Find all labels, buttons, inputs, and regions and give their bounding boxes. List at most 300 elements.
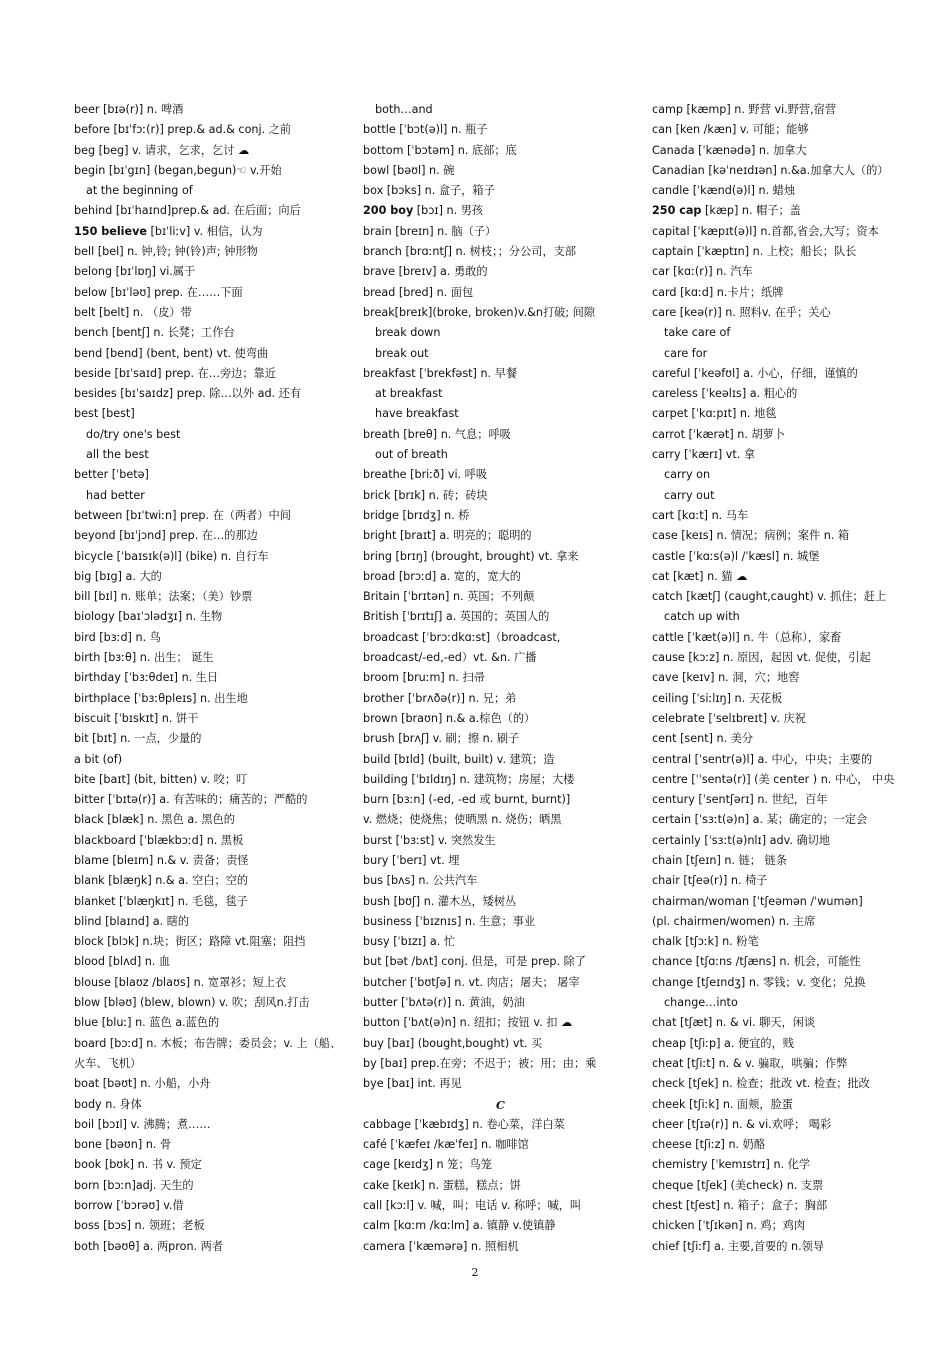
- vocab-entry: [363, 242, 638, 262]
- vocab-entry: [363, 1237, 638, 1257]
- vocab-entry: [74, 607, 344, 627]
- entry-text: can [ken /kæn] v. 可能；能够: [652, 123, 809, 137]
- vocab-entry: [74, 303, 344, 323]
- entry-text: cage [keɪdʒ] n 笼；鸟笼: [363, 1158, 492, 1172]
- entry-text: cheer [tʃɪə(r)] n. & vi.欢呼； 喝彩: [652, 1117, 832, 1131]
- entry-text: buy [baɪ] (bought,bought) vt. 买: [363, 1036, 543, 1050]
- vocab-entry: [74, 201, 344, 221]
- vocab-entry: [652, 1135, 927, 1155]
- entry-text: beyond [bɪˈjɔnd] prep. 在…的那边: [74, 529, 258, 543]
- entry-text: blank [blæŋk] n.& a. 空白；空的: [74, 874, 249, 888]
- vocab-entry: [74, 810, 344, 830]
- entry-text: camera [ˈkæmərə] n. 照相机: [363, 1239, 519, 1253]
- entry-text: boil [bɔɪl] v. 沸腾；煮……: [74, 1117, 211, 1131]
- entry-text: book [bʊk] n. 书 v. 预定: [74, 1158, 202, 1172]
- entry-text: careful [ˈkeəfʊl] a. 小心，仔细，谨慎的: [652, 366, 858, 380]
- phrase-entry: [363, 344, 638, 364]
- entry-text: bottle [ˈbɔt(ə)l] n. 瓶子: [363, 123, 488, 137]
- vocab-entry: [363, 871, 638, 891]
- vocab-entry: [652, 729, 927, 749]
- entry-text: blackboard [ˈblækbɔːd] n. 黑板: [74, 833, 244, 847]
- vocab-entry: [74, 689, 344, 709]
- entry-text: (pl. chairmen/women) n. 主席: [652, 914, 816, 928]
- entry-text: centre [ˈˈsentə(r)] (美 center ) n. 中心， 中央: [652, 772, 895, 786]
- vocab-entry: [363, 810, 638, 830]
- vocab-column-2: [363, 100, 638, 1257]
- vocab-entry: [652, 547, 927, 567]
- vocab-entry: [74, 648, 344, 668]
- vocab-entry: [74, 729, 344, 749]
- entry-text: big [bɪg] a. 大的: [74, 569, 162, 583]
- entry-text: broadcast [ˈbrɔːdkɑːst]（broadcast,: [363, 630, 561, 644]
- vocab-entry: [652, 526, 927, 546]
- vocab-entry: [652, 404, 927, 424]
- vocab-entry: [74, 871, 344, 891]
- vocab-entry: [363, 607, 638, 627]
- entry-text: check [tʃek] n. 检查；批改 vt. 检查；批改: [652, 1077, 870, 1091]
- entry-text: cheque [tʃek] (美check) n. 支票: [652, 1178, 824, 1192]
- vocab-entry: [74, 912, 344, 932]
- entry-text: [bɪˈliːv] v. 相信，认为: [146, 224, 263, 238]
- entry-text: British [ˈbrɪtɪʃ] a. 英国的；英国人的: [363, 610, 550, 624]
- entry-text: call [kɔːl] v. 喊，叫；电话 v. 称呼；喊，叫: [363, 1199, 582, 1213]
- vocab-entry: [363, 709, 638, 729]
- entry-text: business [ˈbɪznɪs] n. 生意；事业: [363, 914, 536, 928]
- entry-text: blame [bleɪm] n.& v. 责备；责怪: [74, 853, 249, 867]
- vocab-entry: [652, 1074, 927, 1094]
- entry-text: capital [ˈkæpɪt(ə)l] n.首都,省会,大写；资本: [652, 224, 879, 238]
- entry-text: carrot [ˈkærət] n. 胡萝卜: [652, 427, 786, 441]
- phrase-entry: [363, 384, 638, 404]
- entry-text: at the beginning of: [86, 184, 193, 198]
- vocab-entry: [652, 1176, 927, 1196]
- entry-text: café [ˈkæfeɪ /kæˈfeɪ] n. 咖啡馆: [363, 1138, 529, 1152]
- entry-text: [bɔɪ] n. 男孩: [413, 204, 484, 218]
- entry-text: bread [bred] n. 面包: [363, 285, 474, 299]
- entry-text: had better: [86, 488, 145, 502]
- entry-count: 250: [652, 204, 680, 218]
- vocab-entry: [74, 1074, 344, 1094]
- phrase-entry: [74, 425, 344, 445]
- entry-text: [kæp] n. 帽子；盖: [701, 204, 801, 218]
- entry-text: borrow [ˈbɔrəʊ] v.借: [74, 1199, 184, 1213]
- entry-text: chair [tʃeə(r)] n. 椅子: [652, 874, 768, 888]
- vocab-entry: [74, 1196, 344, 1216]
- entry-text: brown [braʊn] n.& a.棕色（的）: [363, 711, 536, 725]
- vocab-entry: [363, 1074, 638, 1094]
- section-letter: [363, 1095, 638, 1115]
- vocab-entry: [652, 1115, 927, 1135]
- entry-count: 150: [74, 224, 102, 238]
- vocab-entry: [652, 851, 927, 871]
- vocab-entry: [74, 1155, 344, 1175]
- entry-text: cart [kɑːt] n. 马车: [652, 508, 749, 522]
- headword: believe: [101, 224, 147, 238]
- vocab-entry: [652, 1034, 927, 1054]
- entry-text: chalk [tʃɔːk] n. 粉笔: [652, 935, 759, 949]
- entry-text: cave [keɪv] n. 洞，穴；地窖: [652, 671, 800, 685]
- entry-text: car [kɑː(r)] n. 汽车: [652, 265, 753, 279]
- entry-text: carry on: [664, 468, 711, 482]
- vocab-entry: [652, 262, 927, 282]
- entry-text: cheese [tʃiːz] n. 奶酪: [652, 1138, 766, 1152]
- vocab-entry: [652, 952, 927, 972]
- entry-text: between [bɪˈtwiːn] prep. 在（两者）中间: [74, 508, 291, 522]
- entry-text: cheek [tʃiːk] n. 面颊，脸蛋: [652, 1097, 793, 1111]
- entry-text: have breakfast: [375, 407, 459, 421]
- vocab-entry: [74, 100, 344, 120]
- entry-text: below [bɪˈləʊ] prep. 在……下面: [74, 285, 243, 299]
- vocab-entry: [652, 1095, 927, 1115]
- entry-text: bell [bel] n. 钟,铃; 钟(铃)声; 钟形物: [74, 245, 258, 259]
- entry-text: build [bɪld] (built, built) v. 建筑；造: [363, 752, 555, 766]
- vocab-entry: [74, 587, 344, 607]
- phrase-entry: [652, 323, 927, 343]
- entry-text: beside [bɪˈsaɪd] prep. 在…旁边；靠近: [74, 366, 276, 380]
- entry-text: Canada [ˈkænədə] n. 加拿大: [652, 143, 807, 157]
- vocab-entry: [74, 1034, 344, 1054]
- vocab-entry: [652, 364, 927, 384]
- entry-text: blanket [ˈblæŋkɪt] n. 毛毯，毯子: [74, 894, 248, 908]
- entry-text: blind [blaɪnd] a. 瞎的: [74, 914, 190, 928]
- entry-text: block [blɔk] n.块；街区；路障 vt.阻塞；阻挡: [74, 935, 306, 949]
- entry-text: bit [bɪt] n. 一点，少量的: [74, 732, 202, 746]
- vocab-entry: [652, 810, 927, 830]
- entry-text: 火车、飞机）: [74, 1056, 142, 1070]
- entry-text: ceiling [ˈsiːlɪŋ] n. 天花板: [652, 691, 783, 705]
- vocab-entry: [74, 526, 344, 546]
- entry-text: bridge [brɪdʒ] n. 桥: [363, 508, 470, 522]
- entry-text: cent [sent] n. 美分: [652, 732, 754, 746]
- vocab-entry: [652, 871, 927, 891]
- vocab-entry: [74, 1054, 344, 1074]
- vocab-entry: [363, 1135, 638, 1155]
- entry-text: Canadian [kəˈneɪdɪən] n.&a.加拿大人（的）: [652, 163, 889, 177]
- vocab-entry: [74, 384, 344, 404]
- entry-text: burst [ˈbɜːst] v. 突然发生: [363, 833, 496, 847]
- entry-text: burn [bɜːn] (-ed, -ed 或 burnt, burnt)]: [363, 793, 571, 807]
- entry-text: better [ˈbetə]: [74, 468, 149, 482]
- vocab-entry: [74, 993, 344, 1013]
- entry-text: blow [bləʊ] (blew, blown) v. 吹；刮风n.打击: [74, 996, 310, 1010]
- vocab-entry: [363, 1196, 638, 1216]
- entry-text: chain [tʃeɪn] n. 链； 链条: [652, 853, 787, 867]
- entry-text: bottom [ˈbɔtəm] n. 底部；底: [363, 143, 517, 157]
- vocab-entry: [652, 181, 927, 201]
- entry-text: C: [496, 1097, 505, 1112]
- vocab-entry: [363, 1176, 638, 1196]
- entry-text: belt [belt] n. （皮）带: [74, 305, 192, 319]
- vocab-entry: [652, 770, 927, 790]
- entry-text: do/try one's best: [86, 427, 181, 441]
- entry-text: biscuit [ˈbɪskɪt] n. 饼干: [74, 711, 199, 725]
- vocab-entry: [652, 1013, 927, 1033]
- vocab-entry: [363, 790, 638, 810]
- vocab-entry: [74, 1115, 344, 1135]
- vocab-entry: [74, 973, 344, 993]
- vocab-entry: [363, 1034, 638, 1054]
- entry-text: body n. 身体: [74, 1097, 142, 1111]
- entry-text: before [bɪˈfɔː(r)] prep.& ad.& conj. 之前: [74, 123, 292, 137]
- entry-text: calm [kɑːm /kɑːlm] a. 镇静 v.使镇静: [363, 1219, 556, 1233]
- vocab-entry: [363, 262, 638, 282]
- entry-text: bye [baɪ] int. 再见: [363, 1077, 462, 1091]
- entry-text: brain [breɪn] n. 脑（子）: [363, 224, 497, 238]
- vocab-entry: [74, 323, 344, 343]
- vocab-entry: [652, 587, 927, 607]
- entry-text: boat [bəʊt] n. 小船，小舟: [74, 1077, 211, 1091]
- entry-text: broad [brɔːd] a. 宽的，宽大的: [363, 569, 521, 583]
- vocab-entry: [363, 1013, 638, 1033]
- entry-text: chairman/woman [ˈtʃeəmən /ˈwumən]: [652, 894, 863, 908]
- vocab-entry: [652, 1216, 927, 1236]
- vocab-entry: [652, 1054, 927, 1074]
- vocab-entry: [74, 851, 344, 871]
- vocab-entry: [74, 668, 344, 688]
- vocab-entry: [363, 892, 638, 912]
- entry-text: catch up with: [664, 610, 740, 624]
- vocab-entry: [363, 1155, 638, 1175]
- entry-text: bend [bend] (bent, bent) vt. 使弯曲: [74, 346, 269, 360]
- entry-text: beer [bɪə(r)] n. 啤酒: [74, 103, 184, 116]
- vocab-entry: [652, 425, 927, 445]
- entry-text: care for: [664, 346, 708, 360]
- entry-text: candle [ˈkænd(ə)l] n. 蜡烛: [652, 184, 796, 198]
- entry-text: bicycle [ˈbaɪsɪk(ə)l] (bike) n. 自行车: [74, 549, 269, 563]
- vocab-entry: [74, 892, 344, 912]
- vocab-entry: [363, 526, 638, 546]
- entry-text: born [bɔːn]adj. 天生的: [74, 1178, 194, 1192]
- entry-text: butcher [ˈbʊtʃə] n. vt. 肉店；屠夫； 屠宰: [363, 975, 580, 989]
- vocab-entry: [363, 141, 638, 161]
- vocab-entry: [74, 952, 344, 972]
- vocab-entry: [363, 932, 638, 952]
- headword: cap: [679, 204, 702, 218]
- vocab-entry: [74, 628, 344, 648]
- vocab-entry: [363, 547, 638, 567]
- entry-text: brave [breɪv] a. 勇敢的: [363, 265, 488, 279]
- phrase-entry: [74, 181, 344, 201]
- entry-text: cake [keɪk] n. 蛋糕，糕点；饼: [363, 1178, 521, 1192]
- vocab-entry: [363, 181, 638, 201]
- phrase-entry: [363, 404, 638, 424]
- entry-text: break[breɪk](broke, broken)v.&n打破; 间隙: [363, 305, 596, 319]
- vocab-entry: [652, 303, 927, 323]
- entry-text: all the best: [86, 448, 149, 462]
- vocab-entry: [74, 567, 344, 587]
- entry-text: best [best]: [74, 407, 135, 421]
- entry-text: behind [bɪˈhaɪnd]prep.& ad. 在后面；向后: [74, 204, 301, 218]
- entry-text: branch [brɑːntʃ] n. 树枝；；分公司，支部: [363, 245, 577, 259]
- entry-text: brush [brʌʃ] v. 刷；擦 n. 刷子: [363, 732, 520, 746]
- entry-text: careless [ˈkeəlɪs] a. 粗心的: [652, 387, 798, 401]
- vocab-entry: [363, 952, 638, 972]
- entry-text: boss [bɔs] n. 领班；老板: [74, 1219, 205, 1233]
- vocab-entry: [652, 222, 927, 242]
- vocab-entry: [652, 932, 927, 952]
- vocab-entry: [652, 831, 927, 851]
- entry-text: box [bɔks] n. 盒子，箱子: [363, 184, 495, 198]
- entry-text: chest [tʃest] n. 箱子；盒子；胸部: [652, 1199, 828, 1213]
- entry-text: board [bɔːd] n. 木板；布告牌；委员会；v. 上（船、: [74, 1036, 342, 1050]
- entry-text: carry out: [664, 488, 715, 502]
- vocab-entry: [74, 120, 344, 140]
- vocab-entry: [74, 161, 344, 181]
- entry-text: captain [ˈkæptɪn] n. 上校；船长；队长: [652, 245, 857, 259]
- vocab-entry: [74, 1216, 344, 1236]
- entry-text: broadcast/-ed,-ed）vt. &n. 广播: [363, 651, 537, 665]
- phrase-entry: [652, 486, 927, 506]
- entry-text: cheat [tʃiːt] n. & v. 骗取，哄骗；作弊: [652, 1056, 848, 1070]
- entry-text: besides [bɪˈsaɪdz] prep. 除…以外 ad. 还有: [74, 387, 302, 401]
- vocab-entry: [74, 404, 344, 424]
- entry-text: bring [brɪŋ] (brought, brought) vt. 拿来: [363, 549, 579, 563]
- phrase-entry: [363, 323, 638, 343]
- entry-text: certain [ˈsɜːt(ə)n] a. 某；确定的；一定会: [652, 813, 868, 827]
- vocab-entry: [652, 506, 927, 526]
- entry-text: cabbage [ˈkæbɪdʒ] n. 卷心菜，洋白菜: [363, 1117, 565, 1131]
- vocab-entry: [74, 709, 344, 729]
- vocab-entry: [74, 831, 344, 851]
- entry-text: begin [bɪˈgɪn] (began,begun)☜ v.开始: [74, 163, 282, 177]
- phrase-entry: [652, 465, 927, 485]
- entry-text: case [keɪs] n. 情况；病例；案件 n. 箱: [652, 529, 850, 543]
- vocab-entry: [363, 303, 638, 323]
- vocab-entry: [652, 709, 927, 729]
- entry-text: bench [bentʃ] n. 长凳；工作台: [74, 326, 235, 340]
- vocab-entry: [74, 506, 344, 526]
- entry-text: break out: [375, 346, 429, 360]
- vocab-entry: [652, 283, 927, 303]
- vocab-entry: [74, 1237, 344, 1257]
- vocab-entry: [363, 120, 638, 140]
- vocab-entry: [652, 384, 927, 404]
- vocab-entry: [363, 851, 638, 871]
- phrase-entry: [652, 344, 927, 364]
- entry-text: bush [bʊʃ] n. 灌木丛，矮树丛: [363, 894, 517, 908]
- entry-text: cat [kæt] n. 猫 ☁: [652, 569, 748, 583]
- entry-text: button [ˈbʌt(ə)n] n. 纽扣；按钮 v. 扣 ☁: [363, 1016, 573, 1030]
- entry-text: black [blæk] n. 黑色 a. 黑色的: [74, 813, 235, 827]
- phrase-entry: [652, 607, 927, 627]
- vocab-entry: [363, 973, 638, 993]
- entry-text: cause [kɔːz] n. 原因，起因 vt. 促使，引起: [652, 651, 871, 665]
- entry-text: breakfast [ˈbrekfəst] n. 早餐: [363, 366, 518, 380]
- vocab-entry: [652, 628, 927, 648]
- entry-text: century [ˈsentʃərɪ] n. 世纪，百年: [652, 793, 828, 807]
- entry-text: blue [bluː] n. 蓝色 a.蓝色的: [74, 1016, 220, 1030]
- entry-text: cheap [tʃiːp] a. 便宜的，贱: [652, 1036, 794, 1050]
- vocab-entry: [363, 831, 638, 851]
- entry-text: breath [breθ] n. 气息；呼吸: [363, 427, 511, 441]
- vocab-entry: [363, 364, 638, 384]
- page-number: 2: [471, 1266, 479, 1279]
- entry-text: birth [bɜːθ] n. 出生； 诞生: [74, 651, 214, 665]
- entry-text: chief [tʃiːf] a. 主要,首要的 n.领导: [652, 1239, 825, 1253]
- vocab-entry: [74, 932, 344, 952]
- vocab-entry: [652, 141, 927, 161]
- vocab-entry: [363, 486, 638, 506]
- vocab-entry: [652, 1237, 927, 1257]
- vocab-entry: [363, 465, 638, 485]
- entry-text: biology [baɪˈɔlədʒɪ] n. 生物: [74, 610, 223, 624]
- vocab-entry: [74, 262, 344, 282]
- vocab-entry: [74, 344, 344, 364]
- entry-text: central [ˈsentr(ə)l] a. 中心，中央；主要的: [652, 752, 873, 766]
- vocab-entry: [74, 364, 344, 384]
- entry-text: by [baɪ] prep.在旁；不迟于；被；用；由；乘: [363, 1056, 597, 1070]
- entry-text: bury [ˈberɪ] vt. 埋: [363, 853, 460, 867]
- entry-text: break down: [375, 326, 441, 340]
- vocab-entry: [652, 912, 927, 932]
- phrase-entry: [363, 100, 638, 120]
- entry-text: catch [kætʃ] (caught,caught) v. 抓住；赶上: [652, 590, 887, 604]
- entry-text: chicken [ˈtʃɪkən] n. 鸡；鸡肉: [652, 1219, 806, 1233]
- entry-text: broom [bruːm] n. 扫帚: [363, 671, 485, 685]
- entry-text: a bit (of): [74, 752, 123, 766]
- entry-text: bird [bɜːd] n. 鸟: [74, 630, 161, 644]
- entry-text: card [kɑːd] n.卡片；纸牌: [652, 285, 784, 299]
- entry-text: at breakfast: [375, 387, 443, 401]
- vocab-entry: [363, 283, 638, 303]
- entry-text: bill [bɪl] n. 账单；法案；（美）钞票: [74, 590, 253, 604]
- vocab-entry: [363, 161, 638, 181]
- entry-text: carpet [ˈkɑːpɪt] n. 地毯: [652, 407, 777, 421]
- vocab-entry: [363, 729, 638, 749]
- entry-text: cattle [ˈkæt(ə)l] n. 牛（总称），家畜: [652, 630, 842, 644]
- vocab-entry: [363, 567, 638, 587]
- entry-text: bone [bəʊn] n. 骨: [74, 1138, 172, 1152]
- entry-text: birthplace [ˈbɜːθpleɪs] n. 出生地: [74, 691, 248, 705]
- entry-text: brick [brɪk] n. 砖；砖块: [363, 488, 488, 502]
- vocab-entry: [363, 1115, 638, 1135]
- entry-text: chance [tʃɑːns /tʃæns] n. 机会，可能性: [652, 955, 861, 969]
- vocab-entry: [74, 770, 344, 790]
- entry-text: take care of: [664, 326, 731, 340]
- entry-text: bright [braɪt] a. 明亮的；聪明的: [363, 529, 532, 543]
- vocab-entry: [652, 790, 927, 810]
- entry-text: brother [ˈbrʌðə(r)] n. 兄；弟: [363, 691, 517, 705]
- entry-text: certainly [ˈsɜːt(ə)nlɪ] adv. 确切地: [652, 833, 831, 847]
- vocab-entry: [652, 668, 927, 688]
- vocab-entry: [74, 790, 344, 810]
- vocab-entry: [652, 161, 927, 181]
- vocab-entry: [363, 506, 638, 526]
- vocab-entry: [652, 648, 927, 668]
- vocab-entry: [652, 120, 927, 140]
- vocab-entry: [363, 587, 638, 607]
- entry-text: but [bət /bʌt] conj. 但是，可是 prep. 除了: [363, 955, 586, 969]
- entry-text: bitter [ˈbɪtə(r)] a. 有苦味的；痛苦的；严酷的: [74, 793, 308, 807]
- entry-text: both…and: [375, 103, 433, 116]
- vocab-entry: [363, 222, 638, 242]
- vocab-entry: [74, 1135, 344, 1155]
- vocab-entry: [74, 750, 344, 770]
- vocab-entry: [652, 750, 927, 770]
- vocab-entry: [363, 668, 638, 688]
- phrase-entry: [652, 993, 927, 1013]
- vocab-entry: [74, 283, 344, 303]
- entry-text: care [keə(r)] n. 照料v. 在乎；关心: [652, 305, 831, 319]
- vocab-entry: [74, 465, 344, 485]
- vocab-entry: [363, 689, 638, 709]
- entry-text: bowl [bəʊl] n. 碗: [363, 163, 455, 177]
- entry-text: celebrate [ˈselɪbreɪt] v. 庆祝: [652, 711, 806, 725]
- phrase-entry: [74, 445, 344, 465]
- headword: boy: [390, 204, 414, 218]
- vocab-entry: [363, 770, 638, 790]
- entry-text: belong [bɪˈlɒŋ] vi.属于: [74, 265, 196, 279]
